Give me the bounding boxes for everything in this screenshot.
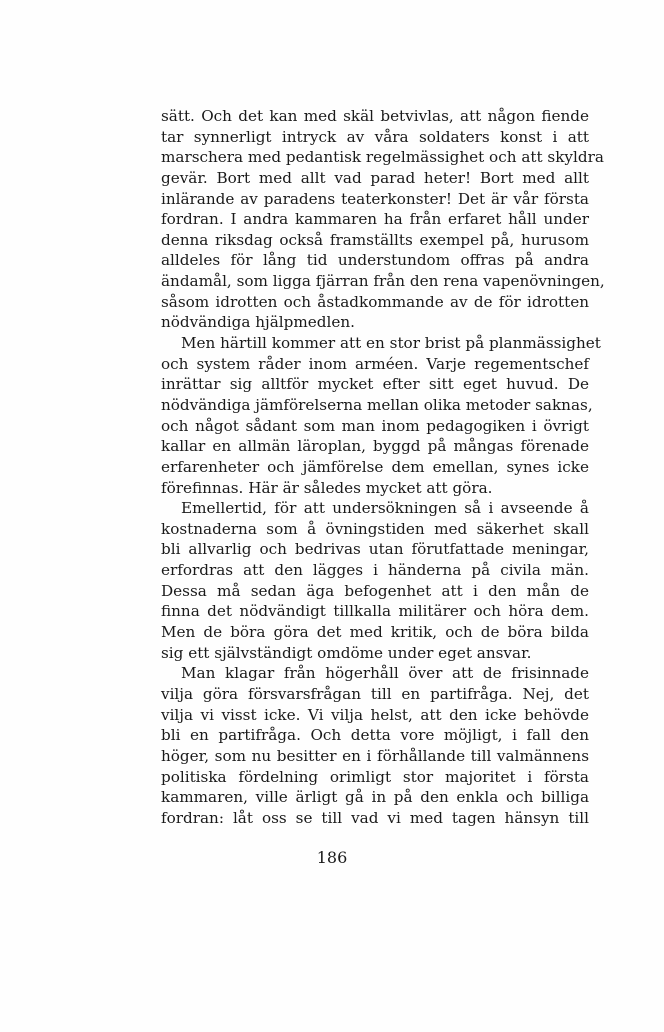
text-line: inrättar sig alltför mycket efter sitt eget huvud. De	[161, 375, 589, 394]
text-line: förefinnas. Här är således mycket att göra.	[161, 478, 493, 497]
text-line: fordran: låt oss se till vad vi med tagen hänsyn till	[161, 808, 589, 827]
text-line: sig ett självständigt omdöme under eget ansvar.	[161, 643, 532, 662]
text-line: fordran. I andra kammaren ha från erfaret håll under	[161, 210, 589, 229]
text-line: kallar en allmän läroplan, byggd på mångas förenade	[161, 437, 589, 456]
page-number: 186	[316, 848, 348, 867]
text-line: kammaren, ville ärligt gå in på den enkla och billiga	[161, 788, 589, 807]
text-line: finna det nödvändigt tillkalla militärer och höra dem.	[161, 602, 589, 621]
text-line: kostnaderna som å övningstiden med säkerhet skall	[161, 519, 589, 538]
text-line: Man klagar från högerhåll över att de frisinnade	[181, 664, 589, 683]
body-text	[161, 106, 605, 828]
text-line: erfarenheter och jämförelse dem emellan, synes icke	[161, 457, 589, 476]
text-line: sätt. Och det kan med skäl betvivlas, att någon fiende	[161, 107, 589, 125]
text-line: tar synnerligt intryck av våra soldaters konst i att	[161, 127, 589, 146]
text-line: och något sådant som man inom pedagogiken i övrigt	[161, 416, 589, 435]
text-line: Men de böra göra det med kritik, och de böra bilda	[161, 623, 589, 642]
text-line: bli allvarlig och bedrivas utan förutfattade meningar,	[161, 540, 589, 559]
text-line: Men härtill kommer att en stor brist på planmässighet	[181, 334, 601, 353]
text-line: och system råder inom arméen. Varje regementschef	[161, 354, 589, 373]
text-line: vilja vi visst icke. Vi vilja helst, att den icke behövde	[161, 705, 589, 724]
text-line: Dessa må sedan äga befogenhet att i den mån de	[161, 581, 589, 600]
text-line: alldeles för lång tid understundom offras på andra	[161, 251, 589, 270]
text-line: erfordras att den lägges i händerna på civila män.	[161, 561, 589, 580]
text-line: inlärande av paradens teaterkonster! Det är vår första	[161, 189, 589, 208]
text-line: politiska fördelning orimligt stor majoritet i första	[161, 767, 589, 786]
text-line: höger, som nu besitter en i förhållande till valmännens	[161, 746, 589, 765]
text-line: nödvändiga jämförelserna mellan olika metoder saknas,	[161, 395, 593, 414]
text-line: såsom idrotten och åstadkommande av de för idrotten	[161, 292, 589, 311]
text-line: bli en partifråga. Och detta vore möjligt, i fall den	[161, 726, 589, 745]
text-line: vilja göra försvarsfrågan till en partifråga. Nej, det	[161, 684, 589, 703]
text-line: nödvändiga hjälpmedlen.	[161, 313, 355, 332]
text-line: marschera med pedantisk regelmässighet och att skyldra	[161, 148, 604, 167]
text-line: denna riksdag också framställts exempel på, hurusom	[161, 230, 589, 249]
text-line: Emellertid, för att undersökningen så i avseende å	[181, 499, 589, 518]
text-line: ändamål, som ligga fjärran från den rena vapenövningen,	[161, 272, 605, 291]
text-line: gevär. Bort med allt vad parad heter! Bort med allt	[161, 168, 589, 187]
